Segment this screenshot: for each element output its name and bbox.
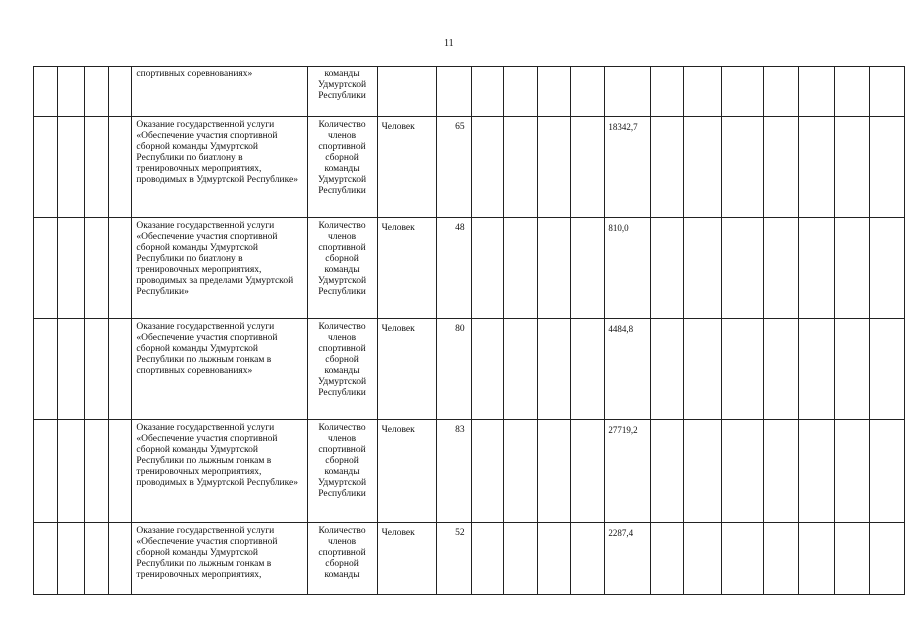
empty-cell [763,319,798,420]
empty-cell [84,218,108,319]
empty-cell [722,420,763,523]
value-cell: 65 [436,117,471,218]
empty-cell [57,67,84,117]
empty-cell [722,117,763,218]
empty-cell [57,523,84,595]
empty-cell [108,420,132,523]
empty-cell [798,218,834,319]
value-cell: 83 [436,420,471,523]
empty-cell [108,218,132,319]
empty-cell [722,523,763,595]
empty-cell [763,117,798,218]
empty-cell [571,218,605,319]
empty-cell [870,319,905,420]
empty-cell [571,420,605,523]
indicator-cell: Количество членов спортивной сборной команды Удмуртской Республики [307,117,377,218]
indicator-cell: Количество членов спортивной сборной команды Удмуртской Республики [307,319,377,420]
empty-cell [571,319,605,420]
indicator-cell: Количество членов спортивной сборной команды Удмуртской Республики [307,420,377,523]
empty-cell [650,319,683,420]
empty-cell [798,319,834,420]
empty-cell [684,218,722,319]
value-cell: 48 [436,218,471,319]
empty-cell [57,218,84,319]
empty-cell [57,420,84,523]
empty-cell [34,523,58,595]
empty-cell [722,218,763,319]
empty-cell [504,420,537,523]
table-row [34,523,905,595]
empty-cell [537,117,570,218]
amount-cell: 18342,7 [605,117,650,218]
indicator-cell: команды Удмуртской Республики [307,67,377,117]
empty-cell [57,117,84,218]
empty-cell [504,319,537,420]
service-cell: Оказание государственной услуги «Обеспечение участия спортивной сборной команды Удмуртской Республики по биатлону в тренировочных мероприятиях, проводимых в Удмуртской Республике» [132,117,307,218]
empty-cell [835,67,870,117]
unit-cell: Человек [377,218,436,319]
table-row [34,319,905,420]
empty-cell [571,117,605,218]
empty-cell [650,117,683,218]
indicator-cell: Количество членов спортивной сборной команды [307,523,377,595]
empty-cell [835,319,870,420]
value-cell: 52 [436,523,471,595]
empty-cell [471,218,503,319]
empty-cell [537,420,570,523]
empty-cell [835,117,870,218]
empty-cell [835,218,870,319]
amount-cell: 810,0 [605,218,650,319]
amount-cell: 4484,8 [605,319,650,420]
empty-cell [84,523,108,595]
empty-cell [471,319,503,420]
empty-cell [471,420,503,523]
empty-cell [571,67,605,117]
value-cell: 80 [436,319,471,420]
empty-cell [84,117,108,218]
empty-cell [684,420,722,523]
table-body [34,67,905,595]
page-number: 11 [444,38,454,49]
empty-cell [537,523,570,595]
empty-cell [471,67,503,117]
empty-cell [537,218,570,319]
empty-cell [537,319,570,420]
empty-cell [504,523,537,595]
service-cell: Оказание государственной услуги «Обеспечение участия спортивной сборной команды Удмуртской Республики по лыжным гонкам в тренировочных мероприятиях, проводимых в Удмуртской Республике» [132,420,307,523]
unit-cell: Человек [377,523,436,595]
unit-cell: Человек [377,117,436,218]
table-row [34,67,905,117]
empty-cell [798,523,834,595]
empty-cell [57,319,84,420]
empty-cell [684,117,722,218]
service-cell: Оказание государственной услуги «Обеспечение участия спортивной сборной команды Удмуртской Республики по лыжным гонкам в тренировочных мероприятиях, [132,523,307,595]
empty-cell [108,67,132,117]
table-row [34,218,905,319]
budget-table [33,66,905,595]
empty-cell [684,319,722,420]
empty-cell [84,319,108,420]
empty-cell [84,420,108,523]
indicator-cell: Количество членов спортивной сборной команды Удмуртской Республики [307,218,377,319]
empty-cell [763,420,798,523]
empty-cell [34,67,58,117]
empty-cell [571,523,605,595]
empty-cell [870,218,905,319]
table-row [34,117,905,218]
value-cell [436,67,471,117]
empty-cell [798,117,834,218]
empty-cell [870,117,905,218]
amount-cell [605,67,650,117]
empty-cell [108,523,132,595]
empty-cell [798,67,834,117]
amount-cell: 27719,2 [605,420,650,523]
amount-cell: 2287,4 [605,523,650,595]
empty-cell [763,67,798,117]
empty-cell [34,218,58,319]
empty-cell [108,319,132,420]
empty-cell [835,523,870,595]
empty-cell [870,523,905,595]
unit-cell: Человек [377,319,436,420]
empty-cell [835,420,870,523]
empty-cell [650,67,683,117]
empty-cell [870,420,905,523]
empty-cell [684,523,722,595]
empty-cell [34,420,58,523]
empty-cell [722,319,763,420]
empty-cell [84,67,108,117]
empty-cell [108,117,132,218]
unit-cell: Человек [377,420,436,523]
empty-cell [504,117,537,218]
empty-cell [650,218,683,319]
empty-cell [504,67,537,117]
empty-cell [471,117,503,218]
service-cell: Оказание государственной услуги «Обеспечение участия спортивной сборной команды Удмуртской Республики по лыжным гонкам в спортивных соревнованиях» [132,319,307,420]
service-cell: спортивных соревнованиях» [132,67,307,117]
unit-cell [377,67,436,117]
empty-cell [763,523,798,595]
table-row [34,420,905,523]
empty-cell [798,420,834,523]
service-cell: Оказание государственной услуги «Обеспечение участия спортивной сборной команды Удмуртской Республики по биатлону в тренировочных мероприятиях, проводимых за пределами Удмуртской Республики» [132,218,307,319]
empty-cell [537,67,570,117]
empty-cell [650,523,683,595]
empty-cell [763,218,798,319]
empty-cell [471,523,503,595]
empty-cell [650,420,683,523]
empty-cell [504,218,537,319]
empty-cell [34,117,58,218]
empty-cell [870,67,905,117]
empty-cell [684,67,722,117]
empty-cell [722,67,763,117]
empty-cell [34,319,58,420]
